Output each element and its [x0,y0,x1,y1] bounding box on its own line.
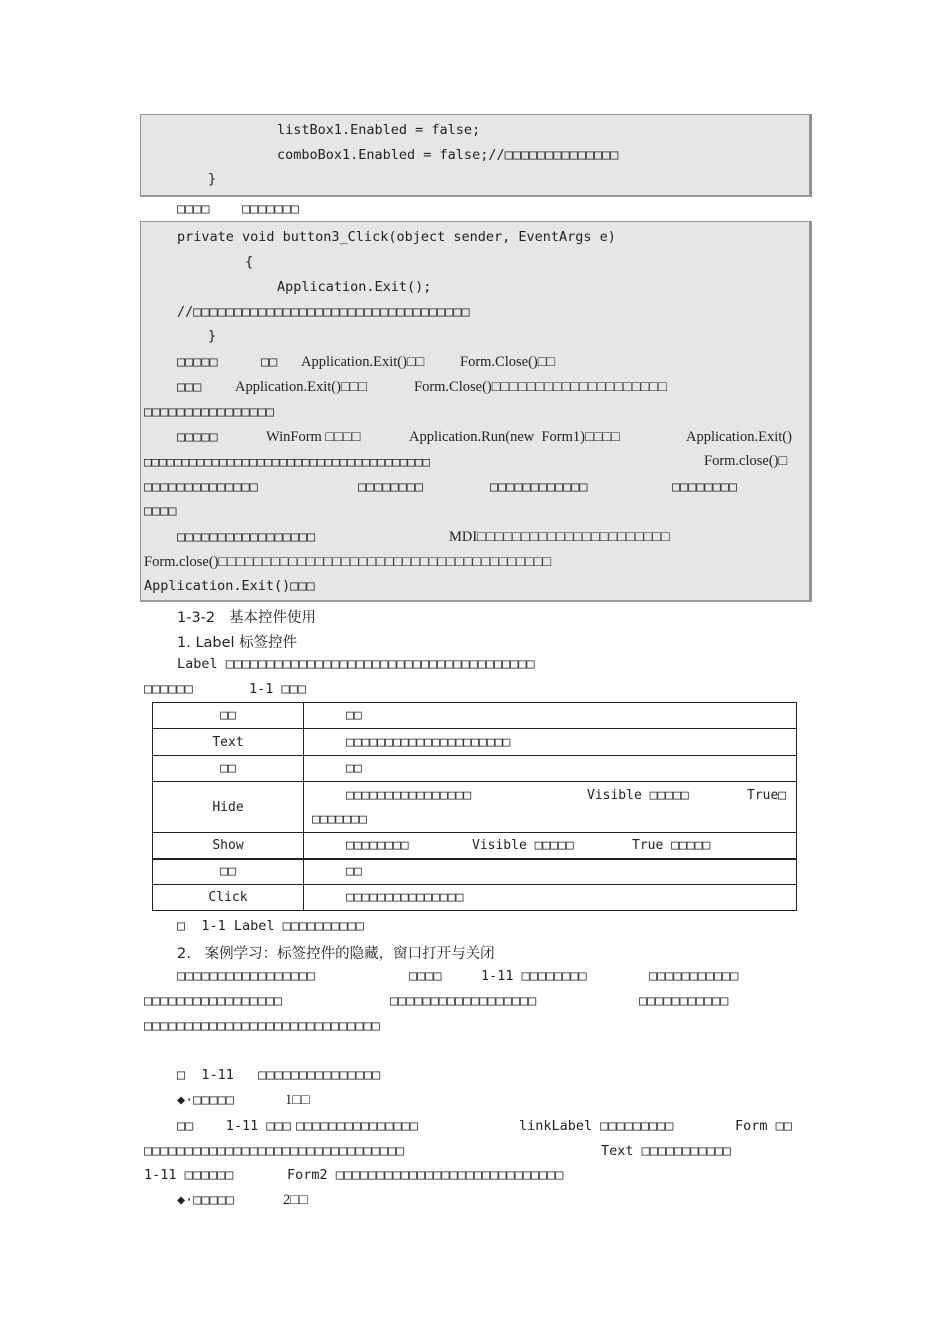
subheading: 1. Label 标签控件 [177,635,298,651]
code-brace: } [208,171,217,187]
table-row [153,782,797,833]
note-text: Application.Exit()□□□ [144,578,315,594]
note-text: □□□□□□□□□□□□□□□□ [144,404,275,420]
note-text: MDI□□□□□□□□□□□□□□□□□□□□□□ [449,529,670,545]
note-text: Form.close()□□□□□□□□□□□□□□□□□□□□□□□□□□□□□□□□□□□□□□ [144,554,552,570]
table-cell: □□ [304,859,797,885]
paragraph-line: □□□□□□□□□□□□□□□□□ [177,968,316,984]
paragraph-line: □□□□□□□□□□□ [649,968,739,984]
note-text: □□□□□□□□□□□□ [490,479,588,495]
note-text: Application.Exit()□□□ [235,379,368,395]
step-heading: 1□□ [285,1092,310,1108]
section-heading: 1-3-2 基本控件使用 [177,610,316,626]
note-text: □□□□ [144,503,177,519]
figure-caption: □ 1-11 □□□□□□□□□□□□□□□ [177,1067,381,1083]
note-text: □□□□□ [177,429,218,445]
table-cell: Show [153,833,304,859]
table-cell: □□ [304,756,797,782]
paragraph-line: 1-11 □□□□□□ [144,1167,234,1183]
cell-text: □□□□□□□□ [346,838,409,853]
note-text: Form.close()□ [704,453,788,469]
table-row [153,703,797,729]
cell-text: True□ [747,788,787,803]
subheading: 2. 案例学习：标签控件的隐藏，窗口打开与关闭 [177,946,495,962]
code-brace: { [245,254,254,270]
paragraph-line: □□□□□□□□□□□□□□□□□□□□□□□□□□□□□□□□ [144,1143,405,1159]
paragraph-line: Form □□ [735,1118,792,1134]
note-text: □□ [261,354,278,370]
table-row [153,885,797,911]
step-heading: ◆·□□□□□ [177,1092,234,1108]
note-text: Application.Exit() [686,429,792,445]
note-text: Form.Close()□□□□□□□□□□□□□□□□□□□□ [414,379,667,395]
table-cell [304,782,797,833]
note-text: □□□□□□□□ [358,479,424,495]
paragraph-line: linkLabel □□□□□□□□□ [519,1118,674,1134]
paragraph-line: □□□□□□ [144,681,193,697]
table-row [153,756,797,782]
step-heading: 2□□ [283,1192,308,1208]
cell-text: □□□□□□□□□□□□□□□□ [346,788,472,803]
note-text: Form.Close()□□ [460,354,556,370]
paragraph-line: Text □□□□□□□□□□□ [601,1143,732,1159]
paragraph-line: □□□□□□□□□□□□□□□□□ [144,993,283,1009]
paragraph-line: □□□□□□□□□□□□□□□□□□ [390,993,537,1009]
property-table [152,702,797,911]
code-comment: //□□□□□□□□□□□□□□□□□□□□□□□□□□□□□□□□□□ [177,304,470,320]
table-row [153,859,797,885]
paragraph-line: □□□□□□□□□□□ [639,993,729,1009]
table-cell: □□ [153,756,304,782]
table-cell: Click [153,885,304,911]
note-text: Application.Exit()□□ [301,354,425,370]
table-cell: □□ [153,859,304,885]
paragraph-line: 1-11 □□□□□□□□ [481,968,587,984]
paragraph-line: □□ 1-11 □□□ [177,1118,291,1134]
paragraph-line: □□□□□□□□□□□□□□□ [296,1118,418,1134]
note-text: □□□□□□□□□□□□□□□□□ [177,529,316,545]
table-caption: □ 1-1 Label □□□□□□□□□□ [177,918,364,934]
code-line: listBox1.Enabled = false; [277,122,481,138]
cell-text: True □□□□□ [632,838,711,853]
table-cell: □□□□□□□□□□□□□□□□□□□□□ [304,729,797,756]
table-row [153,729,797,756]
paragraph-line: 1-1 □□□ [249,681,306,697]
paragraph-line: □□□□□□□□□□□□□□□□□□□□□□□□□□□□□ [144,1018,380,1034]
note-text: □□□□□□□□ [672,479,738,495]
cell-text: Visible □□□□□ [587,788,689,803]
table-cell: Hide [153,782,304,833]
step-heading: ◆·□□□□□ [177,1192,234,1208]
note-text: □□□ [177,379,202,395]
table-cell: Text [153,729,304,756]
note-text: □□□□□ [177,354,218,370]
note-text: □□□□□□□□□□□□□□ [144,479,258,495]
paragraph-line: Label □□□□□□□□□□□□□□□□□□□□□□□□□□□□□□□□□□□□□□ [177,656,535,672]
code-line: comboBox1.Enabled = false;//□□□□□□□□□□□□□□ [277,147,619,163]
step-label: □□□□ □□□□□□□ [177,201,299,217]
note-text: □□□□□□□□□□□□□□□□□□□□□□□□□□□□□□□□□□□□□□ [144,454,430,469]
note-text: WinForm □□□□ [266,429,361,445]
paragraph-line: □□□□ [409,968,442,984]
cell-text: Visible □□□□□ [472,838,574,853]
table-cell [304,833,797,859]
table-row [153,833,797,859]
cell-text: □□□□□□□ [312,812,367,827]
code-line: private void button3_Click(object sender, EventArgs e) [177,229,616,245]
table-cell: □□ [304,703,797,729]
table-cell: □□ [153,703,304,729]
table-cell: □□□□□□□□□□□□□□□ [304,885,797,911]
code-brace: } [208,328,217,344]
code-line: Application.Exit(); [277,279,432,295]
paragraph-line: Form2 □□□□□□□□□□□□□□□□□□□□□□□□□□□□ [287,1167,564,1183]
note-text: Application.Run(new Form1)□□□□ [409,429,621,445]
